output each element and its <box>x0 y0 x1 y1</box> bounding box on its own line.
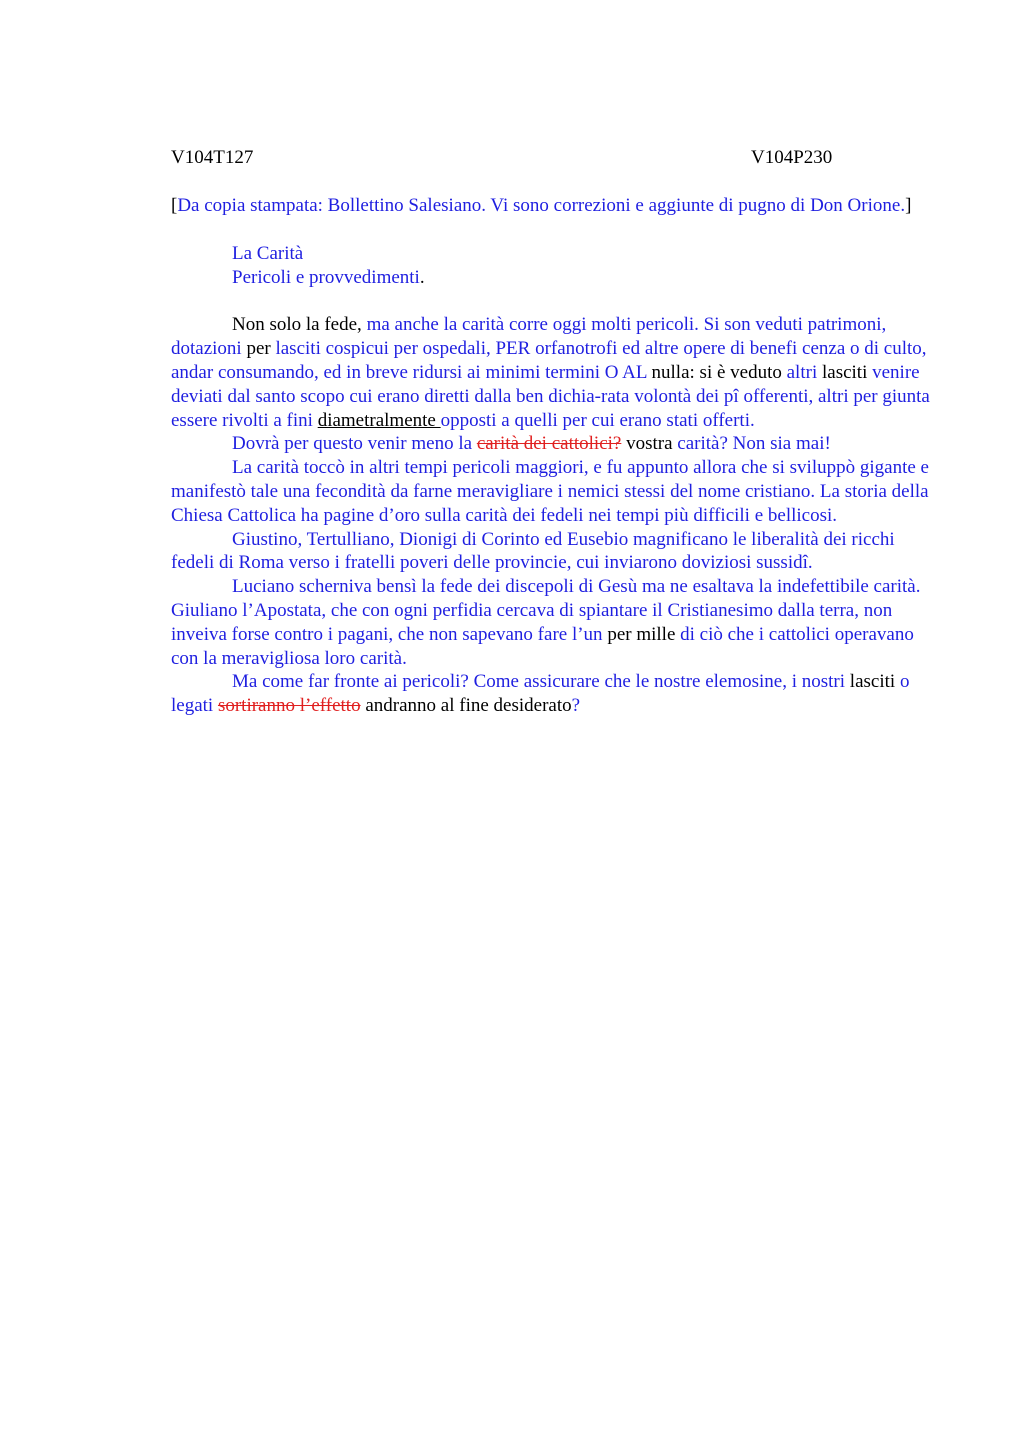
p5-segment: Luciano scherniva bensì la fede dei discepoli di Gesù ma ne esaltava la indefettibile carità. Giuliano l’Apostata, che con ogni perfidia cercava di spiantare il Cristianesimo dalla terra, non inveiva forse contro i pagani, che non sapevano fare l’un <box>171 576 921 645</box>
title-line-2 <box>232 266 931 290</box>
paragraph-6 <box>171 670 931 718</box>
p1-segment: ma anche la carità corre oggi molti pericoli. Si son veduti patrimoni, dotazioni <box>171 314 887 360</box>
header-left-code: V104T127 <box>171 147 254 168</box>
note-close-bracket: ] <box>905 195 912 216</box>
source-note <box>171 194 931 218</box>
paragraph-3: La carità toccò in altri tempi pericoli maggiori, e fu appunto allora che si sviluppò gigante e manifestò tale una fecondità da farne meravigliare i nemici stessi del nome cristiano. La storia della Chiesa Cattolica ha pagine d’oro sulla carità dei fedeli nei tempi più difficili e bellicosi. <box>171 457 929 526</box>
p6-segment: lasciti <box>849 671 900 693</box>
title-line-1: La Carità <box>232 242 304 264</box>
p1-segment: opposti a quelli per cui erano stati offerti. <box>440 409 755 431</box>
p1-segment: per <box>246 338 276 360</box>
p5-segment: per mille <box>607 623 681 645</box>
paragraph-5 <box>171 575 931 670</box>
p4-segment: Dionigi di Corinto ed Eusebio magnificano le liberalità dei ricchi fedeli di Roma verso i fratelli poveri delle provincie, cui inviarono doviziosi sussidî. <box>171 528 895 574</box>
paragraph-1 <box>171 313 931 432</box>
paragraph-2 <box>171 432 931 456</box>
title-line-2-period: . <box>419 266 425 288</box>
p2-segment: carità? Non sia mai! <box>677 433 831 455</box>
p1-segment: venire deviati dal santo scopo cui erano diretti dalla ben dichia-rata volontà dei pî offerenti, altri per giunta essere rivolti a fini <box>171 361 930 431</box>
header-right-code: V104P230 <box>751 147 833 168</box>
p6-segment: Ma come far fronte ai pericoli? Come assicurare che le nostre elemosine, i nostri <box>232 671 850 693</box>
body-text <box>171 313 931 718</box>
p2-deleted-text: carità dei cattolici? <box>476 433 622 455</box>
document-page <box>171 146 931 718</box>
p1-underlined-word: diametralmente <box>317 409 441 431</box>
p1-segment: lasciti cospicui per ospedali, PER orfanotrofi ed altre opere di benefi cenza o di culto, andar consumando, ed in breve ridursi ai minimi termini O AL <box>171 338 927 383</box>
note-open-bracket: [ <box>171 195 178 216</box>
p1-segment: Non solo la fede, <box>232 314 367 336</box>
document-header <box>171 146 931 170</box>
paragraph-4 <box>171 528 931 576</box>
document-title <box>171 242 931 290</box>
p6-segment: andranno al fine desiderato <box>360 695 572 717</box>
note-text: Da copia stampata: Bollettino Salesiano. Vi sono correzioni e aggiunte di pugno di Don Orione. <box>177 195 906 216</box>
p1-segment: nulla: si è veduto <box>651 361 787 383</box>
p2-segment: vostra <box>621 433 678 455</box>
p6-deleted-text: sortiranno l’effetto <box>217 695 361 717</box>
p2-segment: Dovrà per questo venir meno la <box>232 433 477 455</box>
p6-segment: ? <box>571 695 581 717</box>
p4-segment: Giustino, Tertulliano, <box>232 528 400 550</box>
p1-segment: lasciti <box>821 361 873 383</box>
p6-segment: o legati <box>171 671 910 717</box>
p5-segment: di ciò che i cattolici operavano con la meravigliosa loro carità. <box>171 623 914 669</box>
p1-segment: altri <box>786 361 822 383</box>
title-line-2-text: Pericoli e provvedimenti <box>232 266 420 288</box>
